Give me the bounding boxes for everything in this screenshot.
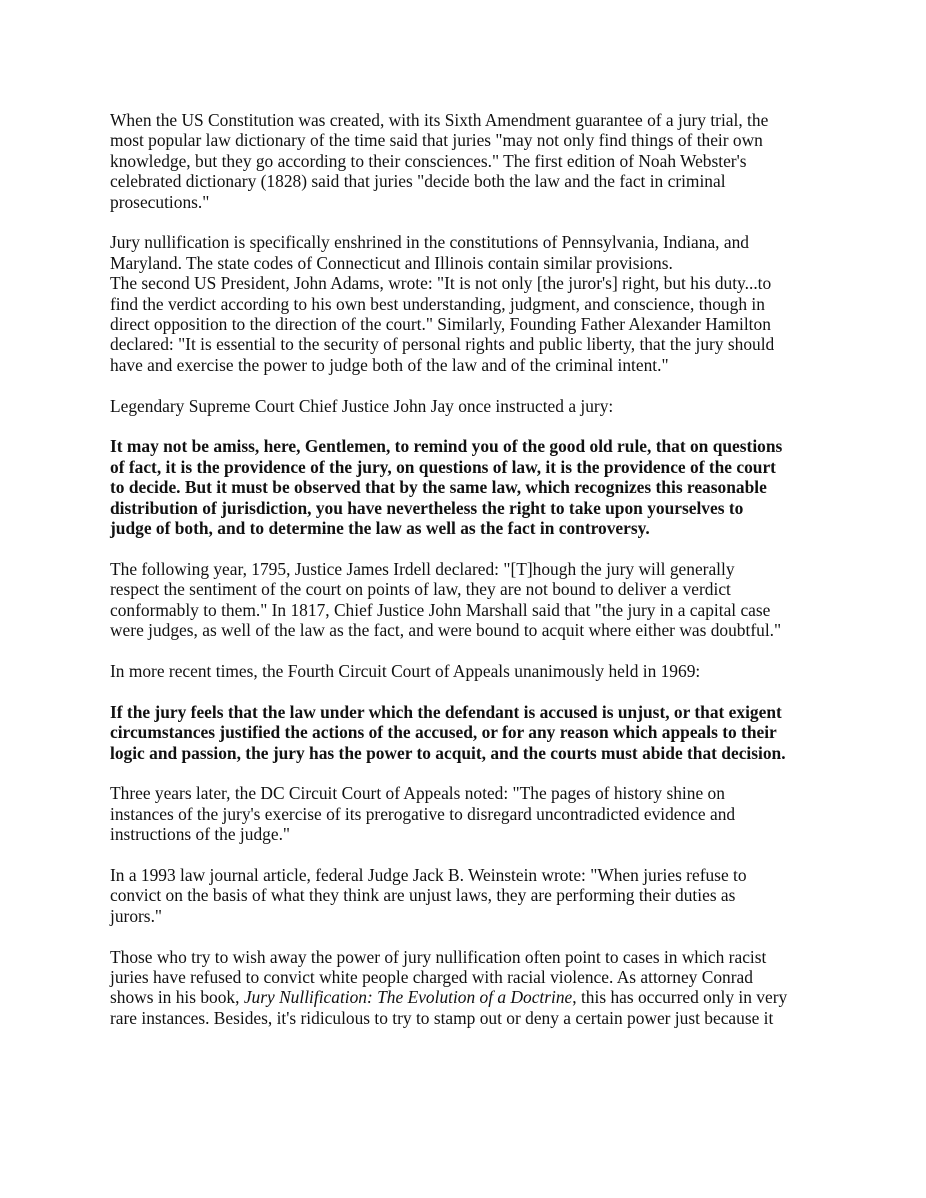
quote-john-jay xyxy=(110,436,825,538)
text-line: Three years later, the DC Circuit Court of Appeals noted: "The pages of history shine on xyxy=(110,783,725,804)
text-fragment: shows in his book, xyxy=(110,987,244,1008)
text-line: Maryland. The state codes of Connecticut and Illinois contain similar provisions. xyxy=(110,252,673,273)
text-line: instructions of the judge." xyxy=(110,824,291,845)
text-line: circumstances justified the actions of the accused, or for any reason which appeals to their xyxy=(110,722,777,743)
text-line: The second US President, John Adams, wrote: "It is not only [the juror's] right, but his duty...to xyxy=(110,273,772,294)
book-title: Jury Nullification: The Evolution of a Doctrine xyxy=(243,987,573,1008)
text-line: of fact, it is the providence of the jury, on questions of law, it is the providence of the court xyxy=(110,456,776,477)
text-line: most popular law dictionary of the time said that juries "may not only find things of their own xyxy=(110,130,763,151)
text-line: It may not be amiss, here, Gentlemen, to remind you of the good old rule, that on questions xyxy=(110,436,783,457)
text-line: to decide. But it must be observed that by the same law, which recognizes this reasonable xyxy=(110,477,767,498)
text-line: were judges, as well of the law as the fact, and were bound to acquit where either was doubtful." xyxy=(110,620,782,641)
text-line: In a 1993 law journal article, federal Judge Jack B. Weinstein wrote: "When juries refuse to xyxy=(110,864,747,885)
paragraph-john-jay-intro xyxy=(110,396,825,416)
text-line: judge of both, and to determine the law as well as the fact in controversy. xyxy=(110,518,650,539)
text-fragment: , this has occurred only in very xyxy=(572,987,788,1008)
text-line: If the jury feels that the law under which the defendant is accused is unjust, or that exigent xyxy=(110,701,782,722)
paragraph-irdell-marshall xyxy=(110,559,825,641)
text-line: celebrated dictionary (1828) said that juries "decide both the law and the fact in criminal xyxy=(110,171,726,192)
text-line: Jury nullification is specifically enshrined in the constitutions of Pennsylvania, Indiana, and xyxy=(110,232,749,253)
paragraph-state-constitutions xyxy=(110,232,825,375)
text-line: respect the sentiment of the court on points of law, they are not bound to deliver a verdict xyxy=(110,579,731,600)
text-line: instances of the jury's exercise of its prerogative to disregard uncontradicted evidence and xyxy=(110,803,736,824)
text-line: prosecutions." xyxy=(110,191,210,212)
text-line: juries have refused to convict white people charged with racial violence. As attorney Conrad xyxy=(110,966,753,987)
paragraph-racist-juries xyxy=(110,947,825,1029)
text-line: distribution of jurisdiction, you have nevertheless the right to take upon yourselves to xyxy=(110,497,744,518)
text-line: convict on the basis of what they think are unjust laws, they are performing their duties as xyxy=(110,885,736,906)
text-line: jurors." xyxy=(110,905,163,926)
text-line: logic and passion, the jury has the power to acquit, and the courts must abide that decision. xyxy=(110,742,786,763)
text-line: find the verdict according to his own best understanding, judgment, and conscience, though in xyxy=(110,293,765,314)
text-line xyxy=(110,987,825,1007)
text-line: Legendary Supreme Court Chief Justice John Jay once instructed a jury: xyxy=(110,395,614,416)
text-line: knowledge, but they go according to their consciences." The first edition of Noah Webster's xyxy=(110,150,747,171)
text-line: direct opposition to the direction of the court." Similarly, Founding Father Alexander Hamilton xyxy=(110,314,771,335)
paragraph-fourth-circuit-intro xyxy=(110,661,825,681)
text-line: Those who try to wish away the power of jury nullification often point to cases in which racist xyxy=(110,946,767,967)
paragraph-weinstein xyxy=(110,865,825,926)
text-line: In more recent times, the Fourth Circuit Court of Appeals unanimously held in 1969: xyxy=(110,660,701,681)
text-line: When the US Constitution was created, with its Sixth Amendment guarantee of a jury trial, the xyxy=(110,110,769,130)
text-line: The following year, 1795, Justice James Irdell declared: "[T]hough the jury will generally xyxy=(110,558,735,579)
paragraph-dc-circuit xyxy=(110,783,825,844)
quote-fourth-circuit xyxy=(110,702,825,763)
text-line: rare instances. Besides, it's ridiculous to try to stamp out or deny a certain power just because it xyxy=(110,1007,774,1028)
document-page xyxy=(110,110,825,1028)
text-line: have and exercise the power to judge both of the law and of the criminal intent." xyxy=(110,354,669,375)
text-line: conformably to them." In 1817, Chief Justice John Marshall said that "the jury in a capital case xyxy=(110,599,771,620)
text-line: declared: "It is essential to the security of personal rights and public liberty, that the jury should xyxy=(110,334,775,355)
paragraph-constitution xyxy=(110,110,825,212)
